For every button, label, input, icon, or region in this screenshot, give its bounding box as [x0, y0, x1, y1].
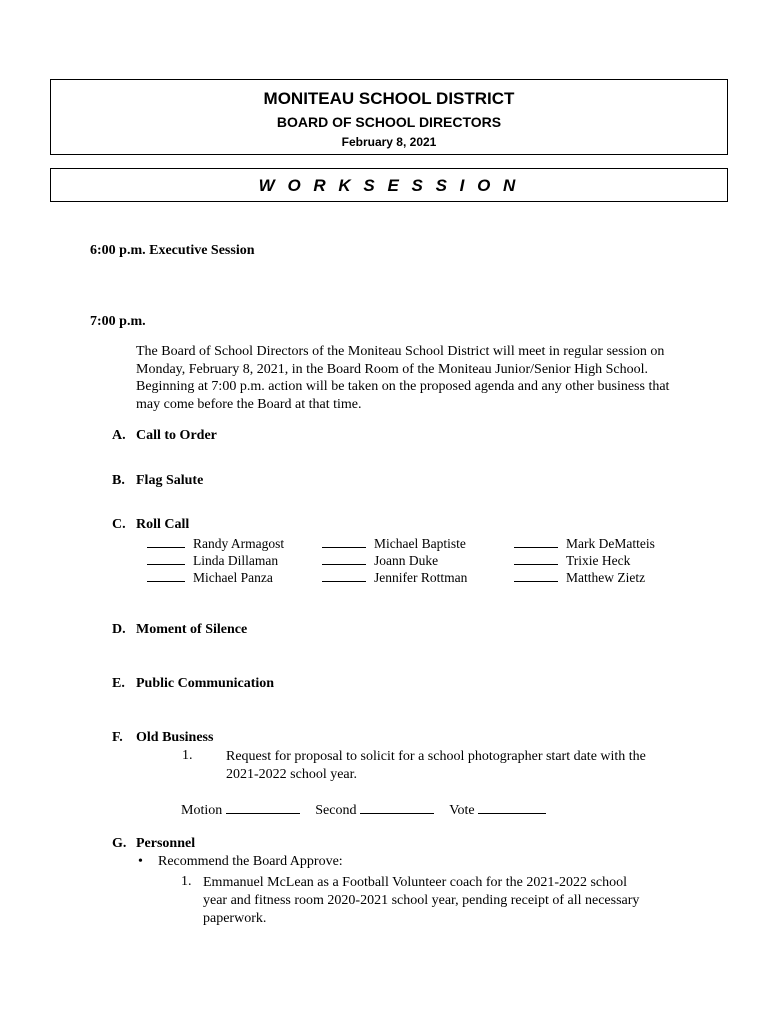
roll-call-entry [514, 569, 655, 586]
member-name: Michael Panza [193, 570, 273, 585]
header-box [50, 79, 728, 155]
member-name: Michael Baptiste [374, 536, 466, 551]
member-name: Linda Dillaman [193, 553, 279, 568]
item-title: Public Communication [136, 676, 275, 691]
item-title: Old Business [136, 730, 214, 745]
intro-paragraph: The Board of School Directors of the Moniteau School District will meet in regular session on Monday, February 8, 2021, in the Board Room of the Moniteau Junior/Senior High School. Beginning at 7:00 p.m. action will be taken on the proposed agenda and any other business that may come before the Board at that time. [136, 344, 670, 412]
item-letter: G. [112, 836, 127, 851]
second-label: Second [315, 803, 357, 818]
item-letter: D. [112, 622, 126, 637]
personnel-recommendation: Recommend the Board Approve: [158, 854, 343, 869]
roll-call-entry [322, 569, 467, 586]
motion-second-vote-line [181, 801, 546, 819]
roll-call-entry [147, 535, 284, 552]
item-letter: A. [112, 428, 126, 443]
agenda-item-personnel [112, 836, 195, 852]
attendance-blank[interactable] [147, 535, 185, 548]
vote-blank[interactable] [478, 801, 546, 814]
member-name: Trixie Heck [566, 553, 631, 568]
attendance-blank[interactable] [322, 535, 366, 548]
item-letter: C. [112, 517, 126, 532]
item-title: Call to Order [136, 428, 217, 443]
regular-session-time: 7:00 p.m. [90, 314, 146, 329]
roll-call-entry [147, 552, 284, 569]
member-name: Joann Duke [374, 553, 439, 568]
agenda-item-flag-salute [112, 473, 203, 489]
agenda-item-old-business [112, 730, 213, 746]
roll-call-column-3 [514, 535, 655, 586]
old-business-line: Request for proposal to solicit for a school photographer start date with the [226, 749, 646, 764]
attendance-blank[interactable] [322, 569, 366, 582]
roll-call-entry [147, 569, 284, 586]
item-letter: B. [112, 473, 125, 488]
item-title: Personnel [136, 836, 196, 851]
item-letter: E. [112, 676, 125, 691]
meeting-date: February 8, 2021 [341, 135, 437, 149]
roll-call-entry [322, 552, 467, 569]
bullet-icon: • [138, 854, 143, 869]
agenda-item-public-communication [112, 676, 274, 692]
item-title: Moment of Silence [136, 622, 248, 637]
agenda-item-call-to-order [112, 428, 217, 444]
worksession-title: W O R K S E S S I O N [258, 176, 520, 195]
motion-label: Motion [181, 803, 223, 818]
old-business-line: 2021-2022 school year. [226, 766, 358, 782]
personnel-line: year and fitness room 2020-2021 school year, pending receipt of all necessary [203, 893, 640, 908]
agenda-item-moment-of-silence [112, 622, 247, 638]
attendance-blank[interactable] [147, 552, 185, 565]
executive-session: 6:00 p.m. Executive Session [90, 243, 255, 258]
personnel-number: 1. [181, 874, 192, 889]
agenda-item-roll-call [112, 517, 189, 533]
second-blank[interactable] [360, 801, 434, 814]
attendance-blank[interactable] [147, 569, 185, 582]
motion-blank[interactable] [226, 801, 300, 814]
personnel-line: paperwork. [203, 911, 267, 926]
roll-call-entry [322, 535, 467, 552]
member-name: Mark DeMatteis [566, 536, 655, 551]
worksession-box [50, 168, 728, 202]
member-name: Matthew Zietz [566, 570, 646, 585]
district-name: MONITEAU SCHOOL DISTRICT [263, 89, 515, 108]
member-name: Jennifer Rottman [374, 570, 468, 585]
item-letter: F. [112, 730, 123, 745]
item-title: Flag Salute [136, 473, 204, 488]
roll-call-entry [514, 535, 655, 552]
roll-call-entry [514, 552, 655, 569]
attendance-blank[interactable] [322, 552, 366, 565]
attendance-blank[interactable] [514, 552, 558, 565]
old-business-item [226, 748, 646, 783]
item-title: Roll Call [136, 517, 190, 532]
vote-label: Vote [449, 803, 475, 818]
roll-call-column-2 [322, 535, 467, 586]
personnel-item [203, 874, 639, 928]
member-name: Randy Armagost [193, 536, 285, 551]
personnel-line: Emmanuel McLean as a Football Volunteer coach for the 2021-2022 school [203, 875, 628, 890]
old-business-number: 1. [182, 748, 193, 763]
roll-call-column-1 [147, 535, 284, 586]
attendance-blank[interactable] [514, 569, 558, 582]
attendance-blank[interactable] [514, 535, 558, 548]
board-name: BOARD OF SCHOOL DIRECTORS [276, 114, 502, 130]
